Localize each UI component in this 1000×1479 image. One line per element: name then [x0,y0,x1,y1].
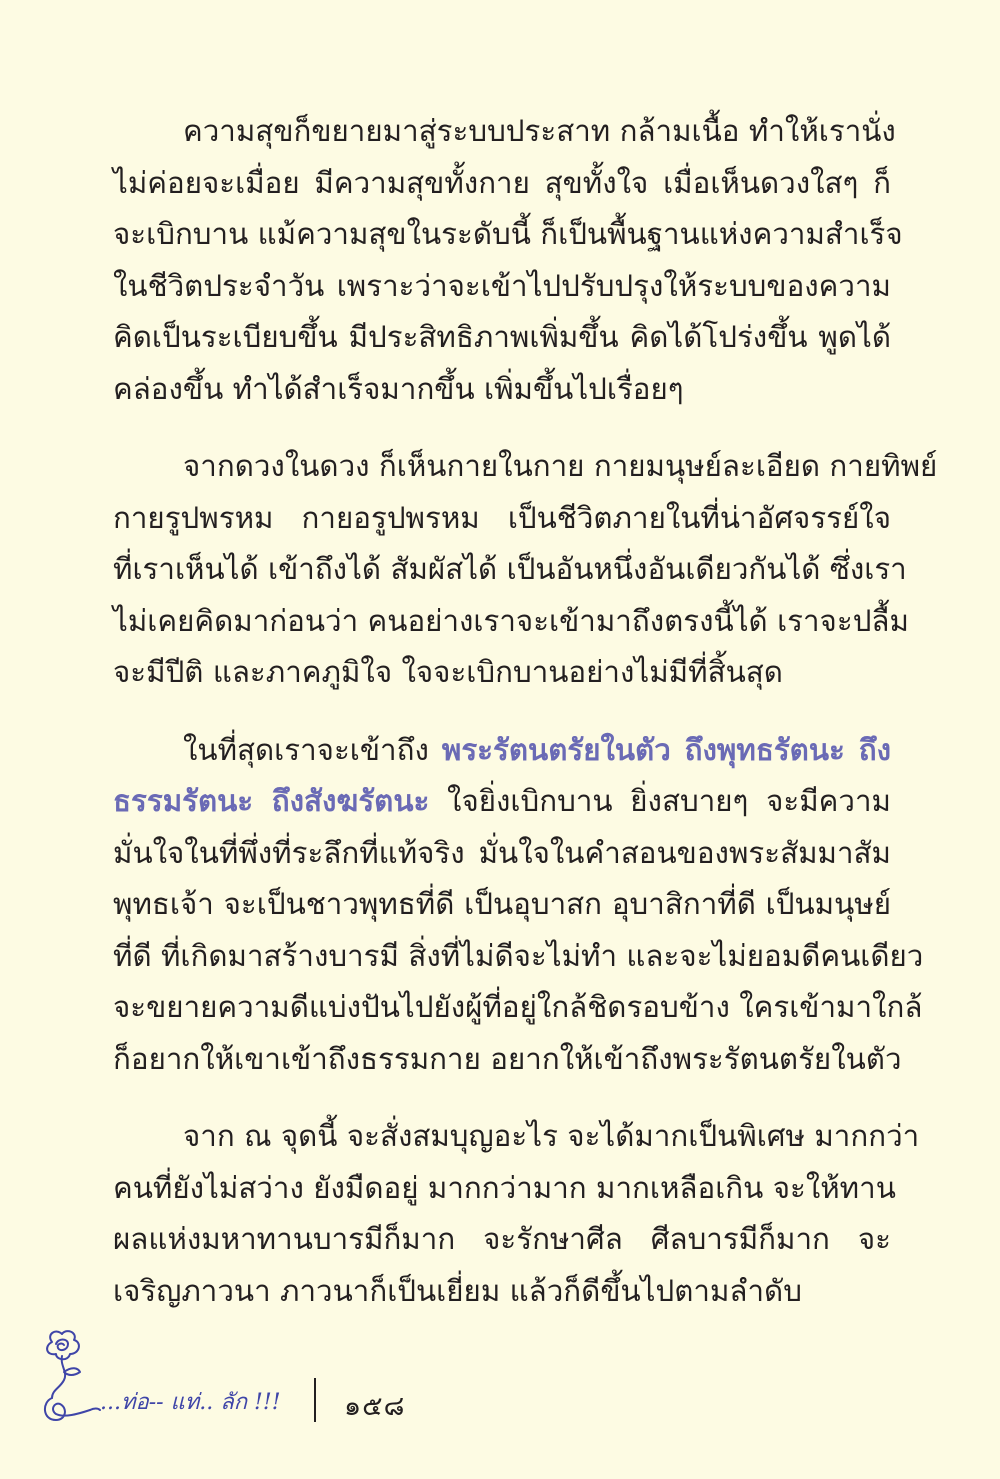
text-line: คนที่ยังไม่สว่าง ยังมืดอยู่ มากกว่ามาก มากเหลือเกิน จะให้ทาน [113,1170,896,1205]
text-line: จะมีปีติ และภาคภูมิใจ ใจจะเบิกบานอย่างไม่มีที่สิ้นสุด [113,655,783,689]
text-line: จาก ณ จุดนี้ จะสั่งสมบุญอะไร จะได้มากเป็นพิเศษ มากกว่า [183,1119,920,1153]
text-line: ที่ดี ที่เกิดมาสร้างบารมี สิ่งที่ไม่ดีจะไม่ทำ และจะไม่ยอมดีคนเดียว [113,938,924,973]
text-line: ความสุขก็ขยายมาสู่ระบบประสาท กล้ามเนื้อ ทำให้เรานั่ง [183,114,896,148]
highlight-text: พระรัตนตรัยในตัว ถึงพุทธรัตนะ ถึง [441,732,891,767]
text-line: ไม่เคยคิดมาก่อนว่า คนอย่างเราจะเข้ามาถึงตรงนี้ได้ เราจะปลื้ม [113,603,909,638]
text-line: มั่นใจในที่พึ่งที่ระลึกที่แท้จริง มั่นใจในคำสอนของพระสัมมาสัม [113,835,891,870]
text-line: จากดวงในดวง ก็เห็นกายในกาย กายมนุษย์ละเอียด กายทิพย์ [183,449,938,483]
text-line: พุทธเจ้า จะเป็นชาวพุทธที่ดี เป็นอุบาสก อุบาสิกาที่ดี เป็นมนุษย์ [113,887,891,921]
text-line: เจริญภาวนา ภาวนาก็เป็นเยี่ยม แล้วก็ดีขึ้นไปตามลำดับ [113,1273,802,1308]
text-segment: ในที่สุดเราจะเข้าถึง [183,732,442,767]
paragraph-2 [113,441,938,699]
page-body [113,106,938,1343]
text-line: ที่เราเห็นได้ เข้าถึงได้ สัมผัสได้ เป็นอันหนึ่งอันเดียวกันได้ ซึ่งเรา [113,552,907,586]
paragraph-4 [113,1111,920,1317]
text-line [113,725,891,777]
text-line: คล่องขึ้น ทำได้สำเร็จมากขึ้น เพิ่มขึ้นไปเรื่อยๆ [113,371,684,406]
text-segment: ใจยิ่งเบิกบาน ยิ่งสบายๆ จะมีความ [429,784,891,818]
text-line: ก็อยากให้เขาเข้าถึงธรรมกาย อยากให้เข้าถึงพระรัตนตรัยในตัว [113,1041,902,1076]
highlight-text: ธรรมรัตนะ ถึงสังฆรัตนะ [113,784,430,818]
signature [38,1328,298,1428]
page-footer [38,1328,458,1428]
text-line: กายรูปพรหม กายอรูปพรหม เป็นชีวิตภายในที่น่าอัศจรรย์ใจ [113,500,891,535]
text-line: คิดเป็นระเบียบขึ้น มีประสิทธิภาพเพิ่มขึ้น คิดได้โปร่งขึ้น พูดได้ [113,320,891,354]
footer-divider [314,1378,316,1422]
text-line: ผลแห่งมหาทานบารมีก็มาก จะรักษาศีล ศีลบารมีก็มาก จะ [113,1222,891,1256]
signature-text: ...ท่อ-- แท่.. ลัก !!! [100,1390,281,1415]
text-line: จะเบิกบาน แม้ความสุขในระดับนี้ ก็เป็นพื้นฐานแห่งความสำเร็จ [113,217,903,251]
text-line: ในชีวิตประจำวัน เพราะว่าจะเข้าไปปรับปรุงให้ระบบของความ [113,268,891,303]
text-line [113,776,891,828]
page-number: ๑๕๘ [344,1391,406,1422]
paragraph-3 [113,725,924,1086]
text-line: จะขยายความดีแบ่งปันไปยังผู้ที่อยู่ใกล้ชิดรอบข้าง ใครเข้ามาใกล้ [113,990,923,1024]
paragraph-1 [113,106,903,415]
text-line: ไม่ค่อยจะเมื่อย มีความสุขทั้งกาย สุขทั้งใจ เมื่อเห็นดวงใสๆ ก็ [113,165,891,200]
